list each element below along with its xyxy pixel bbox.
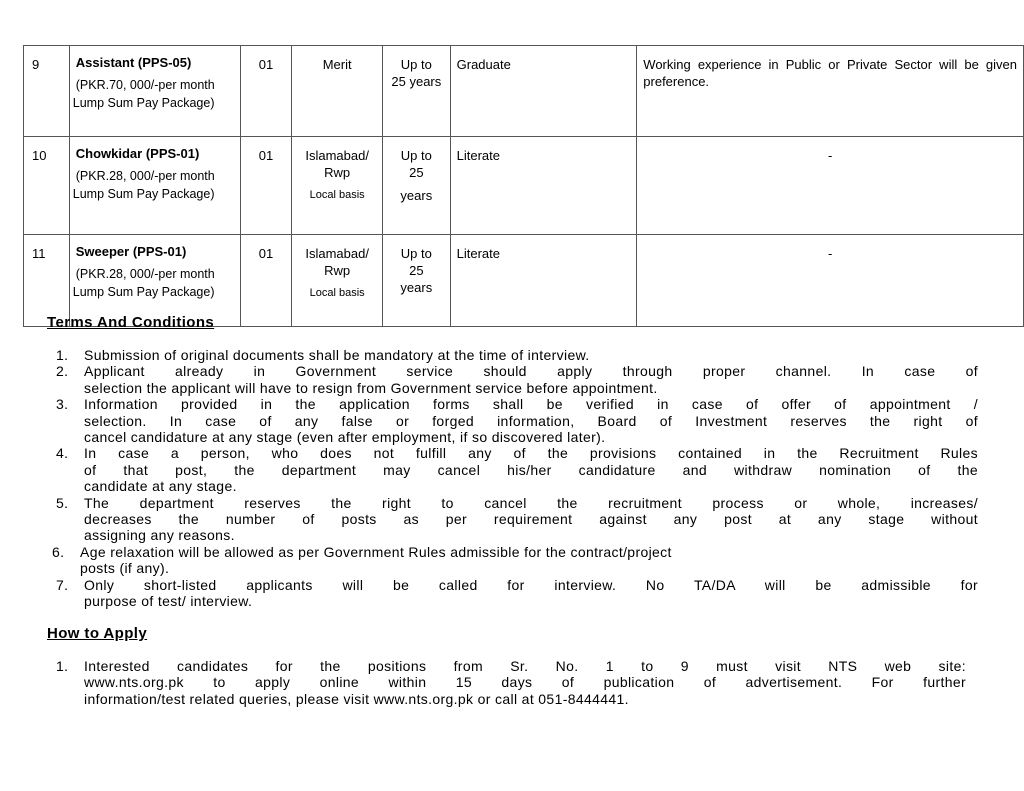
item-line: The department reserves the right to cancel the recruitment process or whole, increases/ <box>84 494 978 511</box>
item-line: Interested candidates for the positions from Sr. No. 1 to 9 must visit NTS web site: <box>84 658 966 674</box>
domicile-cell <box>292 46 383 137</box>
table-row <box>24 46 1024 137</box>
item-line: assigning any reasons. <box>84 527 235 544</box>
experience-cell <box>637 235 1024 327</box>
item-number: 1. <box>56 347 69 363</box>
domicile-basis: Local basis <box>309 189 365 201</box>
qualification: Literate <box>450 235 637 327</box>
item-number: 6. <box>52 543 65 560</box>
age-line-1: Up to <box>400 148 432 163</box>
domicile-line-2: Rwp <box>324 165 351 180</box>
pay-package <box>70 265 240 301</box>
experience-cell <box>637 46 1024 137</box>
item-line: of that post, the department may cancel his/her candidature and withdraw nomination of the <box>84 461 978 478</box>
item-line: purpose of test/ interview. <box>84 593 253 610</box>
post-title: Sweeper (PPS-01) <box>75 244 187 259</box>
qualification: Literate <box>450 137 637 235</box>
age-limit <box>383 137 451 235</box>
item-number: 7. <box>56 576 69 593</box>
item-line: In case a person, who does not fulfill any of the provisions contained in the Recruitment Rules <box>84 445 978 462</box>
age-line-3: years <box>400 188 433 203</box>
domicile: Islamabad/ <box>305 246 369 261</box>
item-number: 3. <box>56 396 69 413</box>
age-limit <box>383 235 451 327</box>
item-line: candidate at any stage. <box>84 478 237 495</box>
post-cell <box>69 46 240 137</box>
item-number: 1. <box>56 658 69 674</box>
experience: Working experience in Public or Private Sector will be given preference. <box>643 57 1017 89</box>
list-item <box>56 363 978 396</box>
age-line-3: years <box>400 280 433 295</box>
pay-line-1: (PKR.70, 000/-per month <box>75 78 215 92</box>
pay-package <box>70 76 240 112</box>
serial-number: 9 <box>24 46 70 137</box>
item-line: information/test related queries, please visit www.nts.org.pk or call at 051-8444441. <box>84 690 629 707</box>
apply-list <box>56 658 966 707</box>
list-item <box>56 347 978 363</box>
pay-package <box>70 167 240 203</box>
item-line: decreases the number of posts as per requirement against any post at any stage without <box>84 511 978 528</box>
terms-list <box>52 347 978 610</box>
age-limit <box>383 46 451 137</box>
experience: - <box>827 148 833 163</box>
number-of-posts: 01 <box>240 235 292 327</box>
serial-number: 11 <box>24 235 70 327</box>
item-line: Information provided in the application forms shall be verified in case of offer of appointment / <box>84 396 978 413</box>
item-line: www.nts.org.pk to apply online within 15 days of publication of advertisement. For further <box>84 674 966 691</box>
number-of-posts: 01 <box>240 46 292 137</box>
age-line-1: Up to <box>400 57 432 72</box>
post-cell <box>69 137 240 235</box>
post-cell <box>69 235 240 327</box>
item-number: 4. <box>56 445 69 462</box>
age-line-2: 25 <box>409 165 424 180</box>
domicile-basis: Local basis <box>309 287 365 299</box>
list-item <box>52 544 978 577</box>
domicile: Islamabad/ <box>305 148 369 163</box>
pay-line-1: (PKR.28, 000/-per month <box>75 169 215 183</box>
pay-line-1: (PKR.28, 000/-per month <box>75 267 215 281</box>
table-row <box>24 137 1024 235</box>
pay-line-2: Lump Sum Pay Package) <box>72 187 215 201</box>
item-number: 2. <box>56 363 69 380</box>
number-of-posts: 01 <box>240 137 292 235</box>
domicile: Merit <box>322 57 352 72</box>
age-line-2: 25 years <box>391 74 442 89</box>
apply-heading: How to Apply <box>47 625 148 642</box>
table-row <box>24 235 1024 327</box>
item-line: Only short-listed applicants will be called for interview. No TA/DA will be admissible for <box>84 576 978 593</box>
list-item <box>56 495 978 544</box>
list-item <box>56 658 966 707</box>
item-line: Age relaxation will be allowed as per Government Rules admissible for the contract/project <box>80 543 672 560</box>
domicile-cell <box>292 137 383 235</box>
item-number: 5. <box>56 494 69 511</box>
item-line: posts (if any). <box>80 560 170 577</box>
list-item <box>56 577 978 610</box>
pay-line-2: Lump Sum Pay Package) <box>72 96 215 110</box>
post-title: Assistant (PPS-05) <box>75 55 192 70</box>
item-line: selection. In case of any false or forged information, Board of Investment reserves the right of <box>84 412 978 429</box>
post-title: Chowkidar (PPS-01) <box>75 146 200 161</box>
domicile-line-2: Rwp <box>324 263 351 278</box>
terms-heading: Terms And Conditions <box>47 314 215 331</box>
age-line-2: 25 <box>409 263 424 278</box>
age-line-1: Up to <box>400 246 432 261</box>
jobs-table <box>23 45 1024 327</box>
qualification: Graduate <box>450 46 637 137</box>
item-line: Submission of original documents shall be mandatory at the time of interview. <box>84 347 590 363</box>
item-line: selection the applicant will have to resign from Government service before appointment. <box>84 379 658 396</box>
experience: - <box>827 246 833 261</box>
list-item <box>56 396 978 445</box>
experience-cell <box>637 137 1024 235</box>
list-item <box>56 445 978 494</box>
item-line: Applicant already in Government service should apply through proper channel. In case of <box>84 363 978 380</box>
pay-line-2: Lump Sum Pay Package) <box>72 285 215 299</box>
serial-number: 10 <box>24 137 70 235</box>
domicile-cell <box>292 235 383 327</box>
item-line: cancel candidature at any stage (even after employment, if so discovered later). <box>84 429 606 446</box>
